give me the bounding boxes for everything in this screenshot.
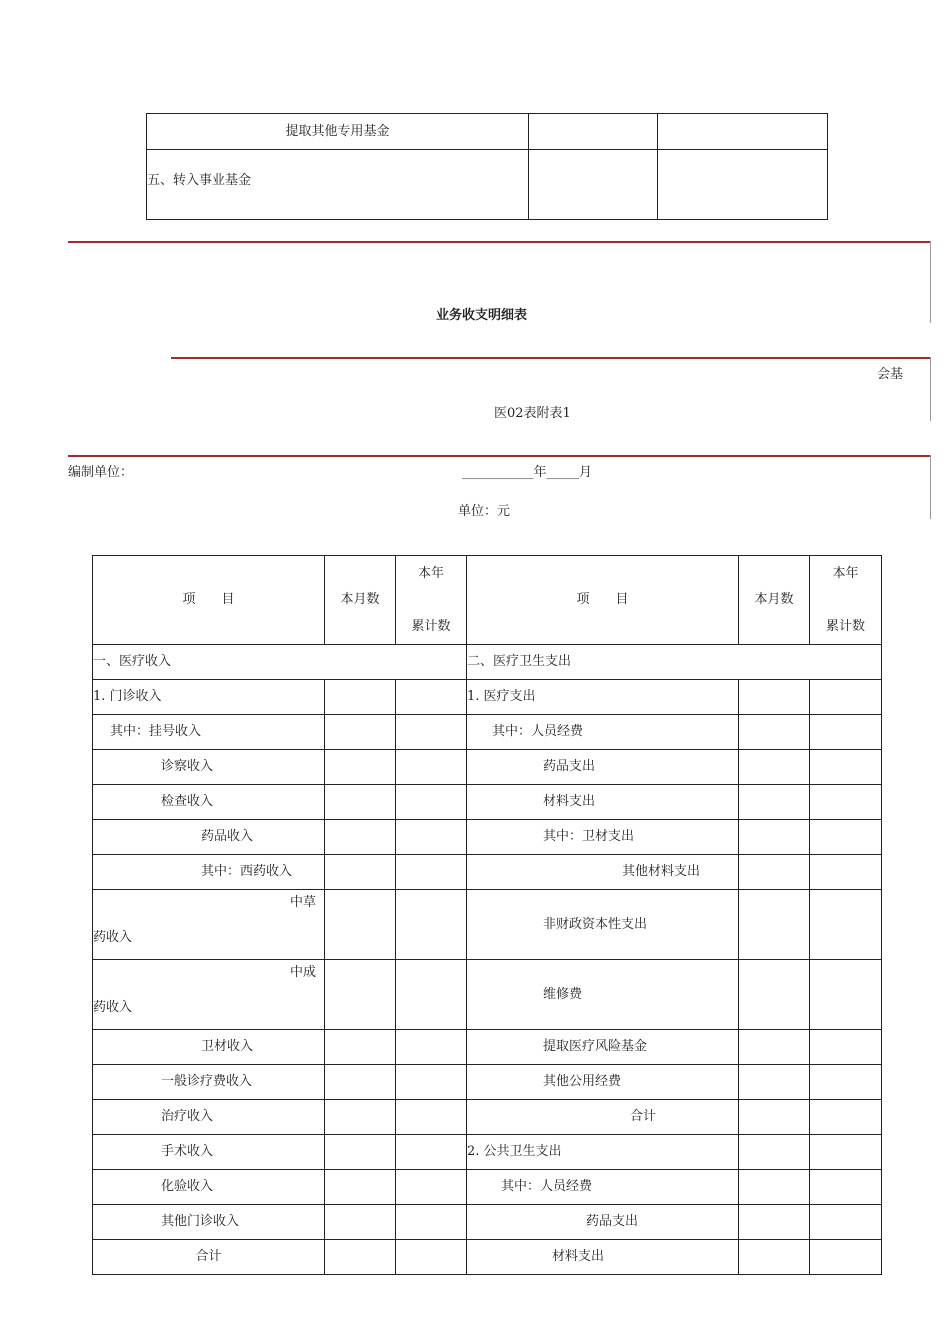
value-cell <box>810 680 882 715</box>
row-right-label: 非财政资本性支出 <box>467 890 739 960</box>
table-row <box>93 680 882 715</box>
row-left-label: 化验收入 <box>93 1170 325 1205</box>
top-row-label: 提取其他专用基金 <box>147 114 529 150</box>
value-cell <box>739 1100 810 1135</box>
table-row <box>93 820 882 855</box>
row-left-label <box>93 960 325 1030</box>
top-table <box>146 113 828 220</box>
value-cell <box>810 750 882 785</box>
value-cell <box>739 960 810 1030</box>
row-left-label: 一般诊疗费收入 <box>93 1065 325 1100</box>
value-cell <box>810 1065 882 1100</box>
top-row-cell <box>529 150 658 220</box>
value-cell <box>396 715 467 750</box>
row-right-label: 其中：人员经费 <box>467 1170 739 1205</box>
divider-rule <box>930 455 931 519</box>
top-row-cell <box>658 114 828 150</box>
row-left-label <box>93 890 325 960</box>
row-right-label: 材料支出 <box>467 1240 739 1275</box>
page-title: 业务收支明细表 <box>436 308 528 323</box>
value-cell <box>325 1030 396 1065</box>
row-left-label: 1. 门诊收入 <box>93 680 325 715</box>
table-row <box>93 1240 882 1275</box>
row-left-label: 其中：挂号收入 <box>93 715 325 750</box>
row-left-label: 合计 <box>93 1240 325 1275</box>
table-header-row <box>93 556 882 645</box>
row-left-label-a: 中草 <box>289 895 316 910</box>
value-cell <box>396 1170 467 1205</box>
value-cell <box>396 785 467 820</box>
row-left-label: 诊察收入 <box>93 750 325 785</box>
table-row <box>93 785 882 820</box>
value-cell <box>810 1135 882 1170</box>
value-cell <box>325 960 396 1030</box>
value-cell <box>810 715 882 750</box>
table-row <box>93 855 882 890</box>
divider-rule <box>930 357 931 421</box>
row-right-label: 1. 医疗支出 <box>467 680 739 715</box>
value-cell <box>739 680 810 715</box>
value-cell <box>739 750 810 785</box>
value-cell <box>739 890 810 960</box>
divider-rule <box>930 241 931 323</box>
value-cell <box>810 1240 882 1275</box>
value-cell <box>325 820 396 855</box>
value-cell <box>396 890 467 960</box>
value-cell <box>739 1240 810 1275</box>
value-cell <box>396 750 467 785</box>
row-right-label: 其中：人员经费 <box>467 715 739 750</box>
value-cell <box>739 1065 810 1100</box>
value-cell <box>810 1170 882 1205</box>
header-ytd-line1: 本年 <box>417 565 444 581</box>
row-left-label: 其中：西药收入 <box>93 855 325 890</box>
value-cell <box>325 785 396 820</box>
table-row <box>93 1030 882 1065</box>
header-ytd <box>396 556 467 645</box>
row-left-label-b: 药收入 <box>93 1000 133 1015</box>
main-table <box>92 555 882 1275</box>
table-row <box>93 1100 882 1135</box>
section-left: 一、医疗收入 <box>93 645 467 680</box>
value-cell <box>325 1205 396 1240</box>
form-code: 会基 <box>877 367 904 382</box>
header-this-month: 本月数 <box>325 556 396 645</box>
value-cell <box>810 785 882 820</box>
table-row <box>93 1065 882 1100</box>
value-cell <box>396 1100 467 1135</box>
header-this-month: 本月数 <box>739 556 810 645</box>
value-cell <box>810 1030 882 1065</box>
value-cell <box>396 1065 467 1100</box>
header-ytd-line1: 本年 <box>832 565 859 581</box>
value-cell <box>396 1030 467 1065</box>
value-cell <box>325 1135 396 1170</box>
table-row <box>93 1135 882 1170</box>
value-cell <box>810 855 882 890</box>
value-cell <box>739 715 810 750</box>
value-cell <box>739 1170 810 1205</box>
row-right-label: 2. 公共卫生支出 <box>467 1135 739 1170</box>
value-cell <box>325 750 396 785</box>
value-cell <box>810 960 882 1030</box>
table-row <box>93 1170 882 1205</box>
table-row <box>93 960 882 1030</box>
table-row <box>93 890 882 960</box>
date-line: ___________年_____月 <box>462 465 593 480</box>
value-cell <box>396 1240 467 1275</box>
divider-rule <box>171 357 930 359</box>
section-right: 二、医疗卫生支出 <box>467 645 882 680</box>
form-code-subtitle: 医02表附表1 <box>494 406 571 421</box>
row-left-label: 药品收入 <box>93 820 325 855</box>
row-right-label: 材料支出 <box>467 785 739 820</box>
header-ytd <box>810 556 882 645</box>
value-cell <box>396 960 467 1030</box>
value-cell <box>739 1205 810 1240</box>
top-row-label: 五、转入事业基金 <box>147 150 529 220</box>
row-left-label: 卫材收入 <box>93 1030 325 1065</box>
row-left-label: 治疗收入 <box>93 1100 325 1135</box>
row-right-label: 维修费 <box>467 960 739 1030</box>
value-cell <box>325 1065 396 1100</box>
value-cell <box>810 1100 882 1135</box>
row-right-label: 其他公用经费 <box>467 1065 739 1100</box>
table-row <box>93 1205 882 1240</box>
row-left-label: 手术收入 <box>93 1135 325 1170</box>
row-right-label: 合计 <box>467 1100 739 1135</box>
header-item: 项 目 <box>93 556 325 645</box>
divider-rule <box>68 241 930 243</box>
value-cell <box>396 680 467 715</box>
value-cell <box>325 1100 396 1135</box>
prepare-unit-label: 编制单位： <box>68 465 134 480</box>
value-cell <box>396 1205 467 1240</box>
value-cell <box>810 890 882 960</box>
header-ytd-line2: 累计数 <box>411 618 451 634</box>
row-left-label: 检查收入 <box>93 785 325 820</box>
value-cell <box>810 820 882 855</box>
row-right-label: 药品支出 <box>467 1205 739 1240</box>
divider-rule <box>68 455 930 457</box>
unit-label: 单位：元 <box>458 504 511 519</box>
header-ytd-line2: 累计数 <box>825 618 865 634</box>
table-row <box>93 715 882 750</box>
row-right-label: 其他材料支出 <box>467 855 739 890</box>
section-row <box>93 645 882 680</box>
value-cell <box>325 890 396 960</box>
value-cell <box>325 1240 396 1275</box>
value-cell <box>739 820 810 855</box>
value-cell <box>739 855 810 890</box>
value-cell <box>739 1030 810 1065</box>
header-item: 项 目 <box>467 556 739 645</box>
value-cell <box>810 1205 882 1240</box>
top-row-cell <box>529 114 658 150</box>
row-left-label-b: 药收入 <box>93 930 133 945</box>
value-cell <box>396 820 467 855</box>
row-right-label: 药品支出 <box>467 750 739 785</box>
value-cell <box>396 855 467 890</box>
row-right-label: 提取医疗风险基金 <box>467 1030 739 1065</box>
value-cell <box>739 1135 810 1170</box>
row-right-label: 其中：卫材支出 <box>467 820 739 855</box>
value-cell <box>325 715 396 750</box>
value-cell <box>396 1135 467 1170</box>
value-cell <box>325 1170 396 1205</box>
value-cell <box>325 680 396 715</box>
value-cell <box>325 855 396 890</box>
value-cell <box>739 785 810 820</box>
row-left-label: 其他门诊收入 <box>93 1205 325 1240</box>
row-left-label-a: 中成 <box>289 965 316 980</box>
top-row-cell <box>658 150 828 220</box>
table-row <box>93 750 882 785</box>
